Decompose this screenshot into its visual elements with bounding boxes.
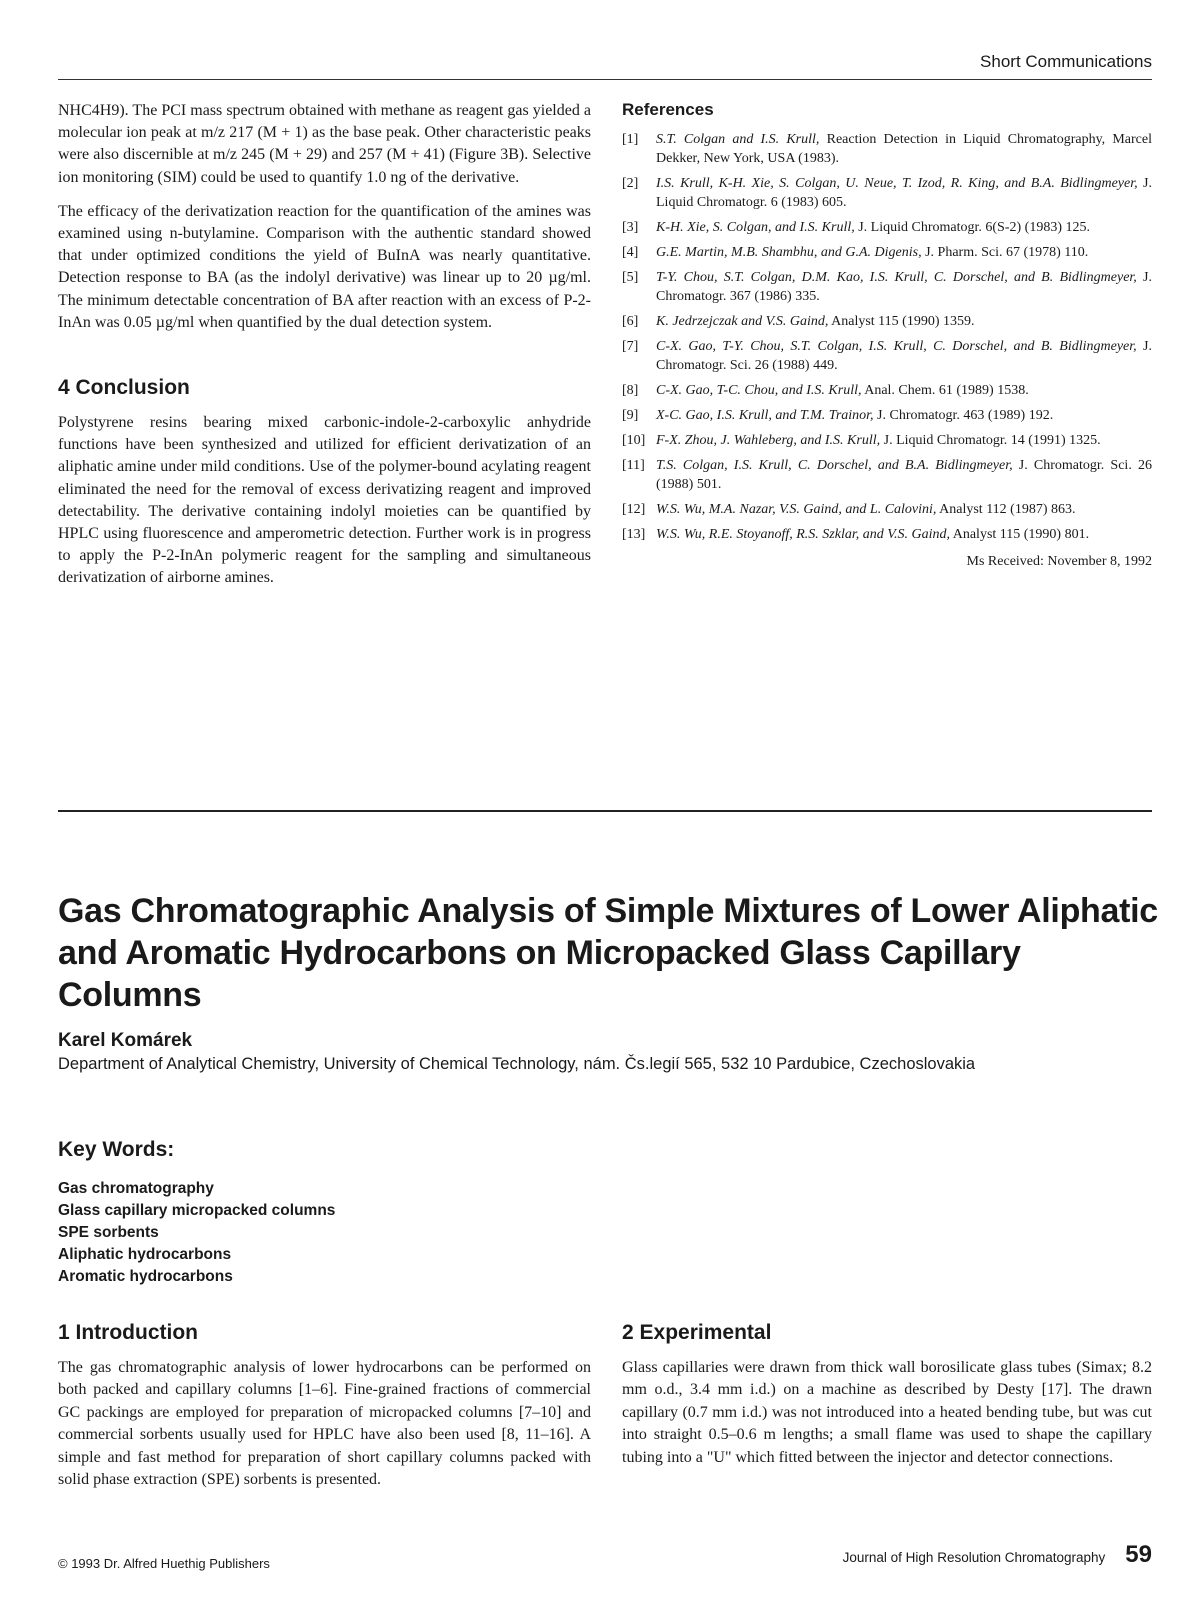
reference-number: [6] [622,314,639,329]
reference-number: [7] [622,339,639,354]
reference-text [656,312,1152,331]
references-column [622,100,1152,570]
keywords-list [58,1178,335,1288]
reference-text [656,243,1152,262]
reference-text [656,218,1152,237]
reference-source: J. Chromatogr. 367 (1986) 335. [656,270,1152,304]
reference-text [656,500,1152,519]
reference-source: Reaction Detection in Liquid Chromatography, Marcel Dekker, New York, USA (1983). [656,132,1152,166]
reference-item [622,456,1152,494]
reference-item [622,130,1152,168]
experimental-section [622,1321,1152,1481]
reference-text [656,431,1152,450]
reference-item [622,500,1152,519]
reference-source: Analyst 115 (1990) 1359. [828,314,975,329]
references-heading: References [622,100,714,119]
introduction-heading: 1 Introduction [58,1321,198,1344]
experimental-heading: 2 Experimental [622,1321,772,1344]
reference-source: J. Chromatogr. Sci. 26 (1988) 449. [656,339,1152,373]
reference-source: Analyst 112 (1987) 863. [936,502,1076,517]
reference-source: J. Chromatogr. 463 (1989) 192. [873,408,1054,423]
reference-item [622,431,1152,450]
body-paragraph: The efficacy of the derivatization reaction for the quantification of the amines was examined using n-butylamine. Comparison with the authentic standard showed that under optimized conditions the yield of BuInA was nearly quantitative. Detection response to BA (as the indolyl derivative) was linear up to 20 µg/ml. The minimum detectable concentration of BA after reaction with an excess of P-2-InAn was 0.05 µg/ml when quantified by the dual detection system. [58,202,591,331]
reference-text [656,525,1152,544]
received-date: Ms Received: November 8, 1992 [966,554,1152,569]
keywords-heading: Key Words: [58,1138,175,1161]
reference-text [656,337,1152,375]
reference-item [622,406,1152,425]
reference-item [622,243,1152,262]
author-affiliation: Department of Analytical Chemistry, University of Chemical Technology, nám. Čs.legií 565, 532 10 Pardubice, Czechoslovakia [58,1055,976,1073]
keyword-item: Aliphatic hydrocarbons [58,1246,232,1263]
article-separator-rule [58,810,1152,812]
reference-number: [12] [622,502,646,517]
reference-source: Analyst 115 (1990) 801. [950,527,1090,542]
reference-authors: T-Y. Chou, S.T. Colgan, D.M. Kao, I.S. Krull, C. Dorschel, and B. Bidlingmeyer, [656,270,1137,285]
header-rule [58,79,1152,80]
running-head: Short Communications [980,52,1152,71]
reference-number: [13] [622,527,646,542]
reference-authors: K-H. Xie, S. Colgan, and I.S. Krull, [656,220,855,235]
reference-item [622,525,1152,544]
reference-item [622,218,1152,237]
reference-authors: X-C. Gao, I.S. Krull, and T.M. Trainor, [656,408,874,423]
reference-text [656,406,1152,425]
article-title: Gas Chromatographic Analysis of Simple Mixtures of Lower Aliphatic and Aromatic Hydrocarbons on Micropacked Glass Capillary Columns [58,892,1158,1014]
reference-source: J. Liquid Chromatogr. 14 (1991) 1325. [880,433,1101,448]
reference-number: [2] [622,176,639,191]
reference-number: [11] [622,458,645,473]
reference-text [656,456,1152,494]
reference-number: [1] [622,132,639,147]
reference-text [656,174,1152,212]
keyword-item: Gas chromatography [58,1180,214,1197]
reference-authors: S.T. Colgan and I.S. Krull, [656,132,820,147]
footer-journal [843,1541,1152,1569]
previous-article-left-column [58,100,591,602]
reference-text [656,268,1152,306]
reference-authors: G.E. Martin, M.B. Shambhu, and G.A. Digenis, [656,245,922,260]
reference-item [622,174,1152,212]
reference-number: [9] [622,408,639,423]
reference-item [622,337,1152,375]
reference-authors: W.S. Wu, R.E. Stoyanoff, R.S. Szklar, and V.S. Gaind, [656,527,950,542]
journal-name: Journal of High Resolution Chromatography [842,1550,1106,1565]
reference-authors: F-X. Zhou, J. Wahleberg, and I.S. Krull, [656,433,881,448]
keyword-item: SPE sorbents [58,1224,159,1241]
reference-authors: I.S. Krull, K-H. Xie, S. Colgan, U. Neue, T. Izod, R. King, and B.A. Bidlingmeyer, [656,176,1138,191]
introduction-paragraph: The gas chromatographic analysis of lower hydrocarbons can be performed on both packed and capillary columns [1–6]. Fine-grained fractions of commercial GC packings are employed for preparation of micropacked columns [7–10] and commercial sorbents usually used for HPLC have also been used [8, 11–16]. A simple and fast method for preparation of short capillary columns packed with solid phase extraction (SPE) sorbents is presented. [58,1359,591,1489]
experimental-paragraph: Glass capillaries were drawn from thick wall borosilicate glass tubes (Simax; 8.2 mm o.d., 3.4 mm i.d.) on a machine as described by Desty [17]. The drawn capillary (0.7 mm i.d.) was not introduced into a heated bending tube, but was cut into straight 0.5–0.6 m lengths; a small flame was used to shape the capillary tubing into a "U" which fitted between the injector and detector connections. [622,1359,1152,1466]
reference-number: [8] [622,383,639,398]
reference-source: J. Liquid Chromatogr. 6(S-2) (1983) 125. [854,220,1090,235]
reference-number: [3] [622,220,639,235]
conclusion-heading: 4 Conclusion [58,376,190,400]
reference-authors: K. Jedrzejczak and V.S. Gaind, [656,314,829,329]
reference-authors: C-X. Gao, T-C. Chou, and I.S. Krull, [656,383,862,398]
reference-number: [4] [622,245,639,260]
reference-text [656,130,1152,168]
reference-authors: W.S. Wu, M.A. Nazar, V.S. Gaind, and L. Calovini, [656,502,937,517]
reference-source: J. Liquid Chromatogr. 6 (1983) 605. [656,176,1152,210]
reference-source: Anal. Chem. 61 (1989) 1538. [861,383,1029,398]
reference-item [622,268,1152,306]
reference-authors: C-X. Gao, T-Y. Chou, S.T. Colgan, I.S. Krull, C. Dorschel, and B. Bidlingmeyer, [656,339,1137,354]
keyword-item: Glass capillary micropacked columns [58,1202,336,1219]
reference-number: [10] [622,433,646,448]
reference-text [656,381,1152,400]
reference-item [622,381,1152,400]
page-number: 59 [1125,1541,1152,1568]
reference-number: [5] [622,270,639,285]
copyright-notice: © 1993 Dr. Alfred Huethig Publishers [58,1556,270,1571]
reference-authors: T.S. Colgan, I.S. Krull, C. Dorschel, and B.A. Bidlingmeyer, [656,458,1013,473]
reference-item [622,312,1152,331]
author-name: Karel Komárek [58,1030,193,1051]
keyword-item: Aromatic hydrocarbons [58,1268,233,1285]
introduction-section [58,1321,591,1503]
conclusion-paragraph: Polystyrene resins bearing mixed carbonic-indole-2-carboxylic anhydride functions have been synthesized and utilized for efficient derivatization of an aliphatic amine under mild conditions. Use of the polymer-bound acylating reagent eliminated the need for the removal of excess derivatizing reagent and improved detectability. The derivative containing indolyl moieties can be quantified by HPLC using fluorescence and amperometric detection. Further work is in progress to apply the P-2-InAn polymeric reagent for the sampling and simultaneous derivatization of airborne amines. [58,414,591,587]
reference-source: J. Chromatogr. Sci. 26 (1988) 501. [656,458,1152,492]
reference-source: J. Pharm. Sci. 67 (1978) 110. [921,245,1089,260]
reference-list [622,130,1152,544]
body-paragraph: NHC4H9). The PCI mass spectrum obtained with methane as reagent gas yielded a molecular ion peak at m/z 217 (M + 1) as the base peak. Other characteristic peaks were also discernible at m/z 245 (M + 29) and 257 (M + 41) (Figure 3B). Selective ion monitoring (SIM) could be used to quantify 1.0 ng of the derivative. [58,102,591,186]
